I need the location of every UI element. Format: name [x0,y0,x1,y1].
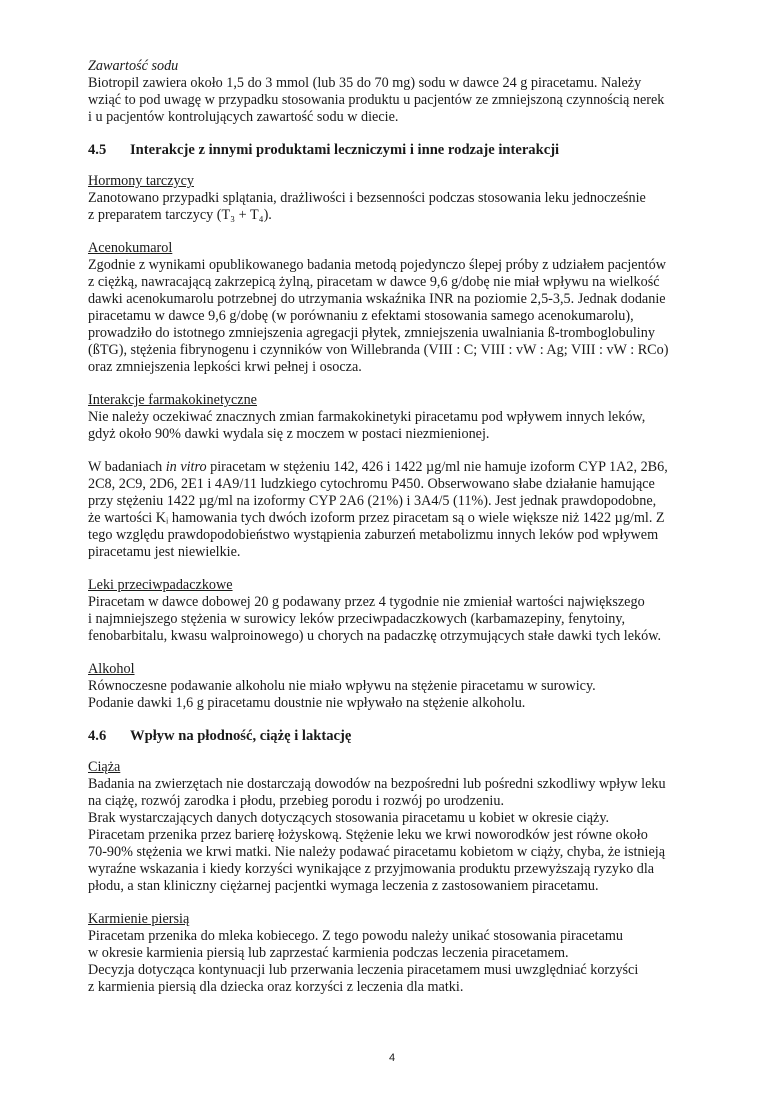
subsection-antiepileptic [88,577,704,645]
pharmacokinetic-text-2 [88,459,704,561]
pharmacokinetic-heading: Interakcje farmakokinetyczne [88,392,257,408]
alcohol-text: Równoczesne podawanie alkoholu nie miało wpływu na stężenie piracetamu w surowicy. Podanie dawki 1,6 g piracetamu doustnie nie wpływało na stężenie alkoholu. [88,678,596,711]
sodium-text: Biotropil zawiera około 1,5 do 3 mmol (lub 35 do 70 mg) sodu w dawce 24 g piracetamu. Należy wziąć to pod uwagę w przypadku stosowania produktu u pacjentów ze zmniejszoną czynnością nerek i u pacjentów kontrolujących zawartość sodu w diecie. [88,75,665,125]
subsection-breastfeeding [88,911,704,996]
breastfeeding-heading: Karmienie piersią [88,911,190,927]
section-4-5-number: 4.5 [88,142,107,158]
section-4-6-heading [88,728,704,745]
alcohol-heading: Alkohol [88,661,135,677]
page-number: 4 [388,1052,396,1064]
pharmacokinetic-text-2-pre: W badaniach [88,459,166,475]
acenocoumarol-text: Zgodnie z wynikami opublikowanego badania metodą pojedynczo ślepej próby z udziałem pacjentów z ciężką, nawracającą zakrzepicą żylną, piracetam w dawce 9,6 g/dobę nie miał wpływu na wielkość dawki acenokumarolu potrzebnej do utrzymania wskaźnika INR na poziomie 2,5-3,5. Jednak dodanie piracetamu w dawce 9,6 g/dobę (w porównaniu z efektami stosowania samego acenokumarolu), prowadziło do istotnego zmniejszenia agregacji płytek, zmniejszenia uwalniania ß-tromboglobuliny (ßTG), stężenia fibrynogenu i czynników von Willebranda (VIII : C; VIII : vW : Ag; VIII : vW : RCo) oraz zmniejszenia lepkości krwi pełnej i osocza. [88,257,669,375]
thyroid-heading: Hormony tarczycy [88,173,194,189]
sodium-heading: Zawartość sodu [88,58,179,74]
pregnancy-text: Badania na zwierzętach nie dostarczają dowodów na bezpośredni lub pośredni szkodliwy wpływ leku na ciążę, rozwój zarodka i płodu, przebieg porodu i rozwój po urodzeniu. Brak wystarczających danych dotyczących stosowania piracetamu u kobiet w okresie ciąży. Piracetam przenika przez barierę łożyskową. Stężenie leku we krwi noworodków jest równe około 70-90% stężenia we krwi matki. Nie należy podawać piracetamu kobietom w ciąży, chyba, że istnieją wyraźne wskazania i kiedy korzyści wynikające z przyjmowania produktu przewyższają ryzyko dla płodu, a stan kliniczny ciężarnej pacjentki wymaga leczenia z zastosowaniem piracetamu. [88,776,666,894]
pharmacokinetic-text-2-post: piracetam w stężeniu 142, 426 i 1422 µg/ml nie hamuje izoform CYP 1A2, 2B6, 2C8, 2C9, 2D6, 2E1 i 4A9/11 ludzkiego cytochromu P450. Obserwowano słabe działanie hamujące przy stężeniu 1422 µg/ml na izoformy CYP 2A6 (21%) i 3A4/5 (11%). Jest jednak prawdopodobne, że wartości Kᵢ hamowania tych dwóch izoform przez piracetam są o wiele większe niż 1422 µg/ml. Z tego względu prawdopodobieństwo wystąpienia zaburzeń metabolizmu innych leków pod wpływem piracetamu jest niewielkie. [88,459,668,560]
acenocoumarol-heading: Acenokumarol [88,240,173,256]
section-4-5-heading [88,142,704,159]
subsection-thyroid [88,173,704,224]
section-4-6-title: Wpływ na płodność, ciążę i laktację [130,728,352,744]
thyroid-text: Zanotowano przypadki splątania, drażliwości i bezsenności podczas stosowania leku jednocześnie z preparatem tarczycy (T₃ + T₄). [88,190,646,223]
antiepileptic-heading: Leki przeciwpadaczkowe [88,577,233,593]
section-4-6-number: 4.6 [88,728,107,744]
section-4-5-title: Interakcje z innymi produktami leczniczymi i inne rodzaje interakcji [130,142,560,158]
section-sodium [88,58,704,126]
subsection-acenocoumarol [88,240,704,376]
pharmacokinetic-text-1: Nie należy oczekiwać znacznych zmian farmakokinetyki piracetamu pod wpływem innych leków, gdyż około 90% dawki wydala się z moczem w postaci niezmienionej. [88,409,646,442]
antiepileptic-text: Piracetam w dawce dobowej 20 g podawany przez 4 tygodnie nie zmieniał wartości największego i najmniejszego stężenia w surowicy leków przeciwpadaczkowych (karbamazepiny, fenytoiny, fenobarbitalu, kwasu walproinowego) u chorych na padaczkę otrzymujących stałe dawki tych leków. [88,594,662,644]
subsection-pharmacokinetic [88,392,704,561]
pregnancy-heading: Ciąża [88,759,121,775]
breastfeeding-text: Piracetam przenika do mleka kobiecego. Z tego powodu należy unikać stosowania piracetamu w okresie karmienia piersią lub zaprzestać karmienia podczas leczenia piracetamem. Decyzja dotycząca kontynuacji lub przerwania leczenia piracetamem musi uwzględniać korzyści z karmienia piersią dla dziecka oraz korzyści z leczenia dla matki. [88,928,639,995]
subsection-pregnancy [88,759,704,895]
subsection-alcohol [88,661,704,712]
in-vitro-term: in vitro [165,459,207,475]
